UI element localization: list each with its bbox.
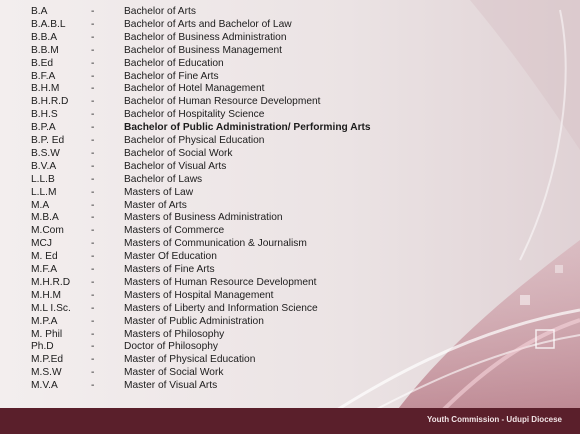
separator-dash: - [91,186,95,198]
list-item [0,44,470,57]
list-item [0,108,470,121]
separator-dash: - [91,238,95,250]
separator-dash: - [91,302,95,314]
degree-abbreviation: M.H.M [31,289,61,301]
degree-full-name: Bachelor of Laws [124,173,203,185]
degree-full-name: Masters of Philosophy [124,328,225,340]
footer [0,408,580,434]
degree-abbreviation: B.V.A [31,160,57,172]
degree-full-name: Bachelor of Arts and Bachelor of Law [124,18,292,30]
degree-full-name: Bachelor of Human Resource Development [124,96,321,108]
separator-dash: - [91,380,95,392]
degree-full-name: Masters of Fine Arts [124,264,215,275]
degree-abbreviation: M.P.Ed [31,354,64,366]
list-item [0,379,470,392]
degree-abbreviation: L.L.B [31,173,55,185]
degree-full-name: Bachelor of Business Management [124,44,282,56]
list-item [0,95,470,108]
degree-full-name: Bachelor of Education [124,57,224,69]
degree-full-name: Masters of Commerce [124,225,225,237]
degree-abbreviation: B.P.A [31,122,56,134]
list-item [0,224,470,237]
separator-dash: - [91,135,95,146]
degree-full-name: Bachelor of Business Administration [124,31,287,43]
degree-abbreviation: B.S.W [31,147,60,159]
list-item [0,134,470,147]
separator-dash: - [91,96,95,108]
degree-abbreviation: B.B.M [31,44,59,56]
separator-dash: - [91,264,95,275]
degree-abbreviation: MCJ [31,238,52,250]
list-item [0,186,470,199]
degree-abbreviation: B.B.A [31,31,58,43]
degree-full-name: Master of Public Administration [124,315,264,327]
degree-abbreviation: B.H.M [31,83,60,95]
list-item [0,18,470,31]
degree-abbreviation: M.B.A [31,212,59,224]
degree-abbreviation: M.F.A [31,264,58,275]
degree-full-name: Bachelor of Hotel Management [124,83,265,95]
list-item [0,353,470,366]
degree-abbreviation: M. Phil [31,328,63,340]
separator-dash: - [91,6,95,17]
separator-dash: - [91,57,95,69]
degree-abbreviation: M.P.A [31,315,58,327]
separator-dash: - [91,367,95,379]
separator-dash: - [91,160,95,172]
separator-dash: - [91,83,95,95]
separator-dash: - [91,109,95,121]
list-item [0,250,470,263]
list-item [0,263,470,276]
degree-full-name: Bachelor of Physical Education [124,135,265,146]
separator-dash: - [91,147,95,159]
list-item [0,211,470,224]
degree-full-name: Bachelor of Fine Arts [124,70,219,82]
degree-abbreviation: M. Ed [31,251,58,263]
list-item [0,276,470,289]
degree-abbreviation: B.H.S [31,109,58,121]
degree-abbreviation: M.L I.Sc. [31,302,71,314]
list-item [0,57,470,70]
separator-dash: - [91,199,95,211]
degree-full-name: Master of Arts [124,199,187,211]
degree-full-name: Masters of Business Administration [124,212,283,224]
separator-dash: - [91,315,95,327]
list-item [0,340,470,353]
separator-dash: - [91,122,95,134]
degree-abbreviation: B.A [31,6,48,17]
degree-abbreviation: Ph.D [31,341,54,353]
degree-full-name: Bachelor of Arts [124,6,196,17]
separator-dash: - [91,18,95,30]
degree-abbreviation: M.V.A [31,380,58,392]
degree-abbreviation: B.F.A [31,70,56,82]
list-item [0,237,470,250]
separator-dash: - [91,212,95,224]
degree-full-name: Master Of Education [124,251,217,263]
degree-abbreviation: M.H.R.D [31,276,71,288]
separator-dash: - [91,328,95,340]
degree-abbreviation: L.L.M [31,186,57,198]
list-item [0,70,470,83]
separator-dash: - [91,276,95,288]
list-item [0,121,470,134]
list-item [0,302,470,315]
degree-full-name: Master of Visual Arts [124,380,218,392]
list-item [0,366,470,379]
list-item [0,289,470,302]
degree-abbreviation: M.S.W [31,367,62,379]
list-item [0,315,470,328]
degree-full-name: Masters of Hospital Management [124,289,274,301]
degree-abbreviation: B.Ed [31,57,54,69]
list-item [0,147,470,160]
degree-full-name: Bachelor of Visual Arts [124,160,227,172]
separator-dash: - [91,251,95,263]
separator-dash: - [91,31,95,43]
degree-abbreviation: M.Com [31,225,64,237]
degree-full-name: Bachelor of Hospitality Science [124,109,265,121]
footer-text: Youth Commission - Udupi Diocese [427,415,562,424]
degree-full-name: Masters of Liberty and Information Science [124,302,318,314]
degree-full-name: Masters of Human Resource Development [124,276,317,288]
degree-full-name: Master of Physical Education [124,354,256,366]
separator-dash: - [91,354,95,366]
separator-dash: - [91,289,95,301]
degree-abbreviation: B.H.R.D [31,96,69,108]
degree-abbreviation: B.P. Ed [31,135,65,146]
degree-full-name: Masters of Law [124,186,194,198]
degree-full-name: Bachelor of Public Administration/ Performing Arts [124,122,371,134]
separator-dash: - [91,173,95,185]
list-item [0,328,470,341]
list-item [0,82,470,95]
list-item [0,160,470,173]
degree-full-name: Masters of Communication & Journalism [124,238,307,250]
list-item [0,31,470,44]
list-item [0,199,470,212]
list-item [0,173,470,186]
separator-dash: - [91,341,95,353]
degree-full-name: Doctor of Philosophy [124,341,219,353]
degree-abbreviation: M.A [31,199,50,211]
separator-dash: - [91,70,95,82]
degree-abbreviation: B.A.B.L [31,18,66,30]
separator-dash: - [91,44,95,56]
degree-full-name: Master of Social Work [124,367,224,379]
separator-dash: - [91,225,95,237]
degree-full-name: Bachelor of Social Work [124,147,233,159]
list-item [0,5,470,18]
